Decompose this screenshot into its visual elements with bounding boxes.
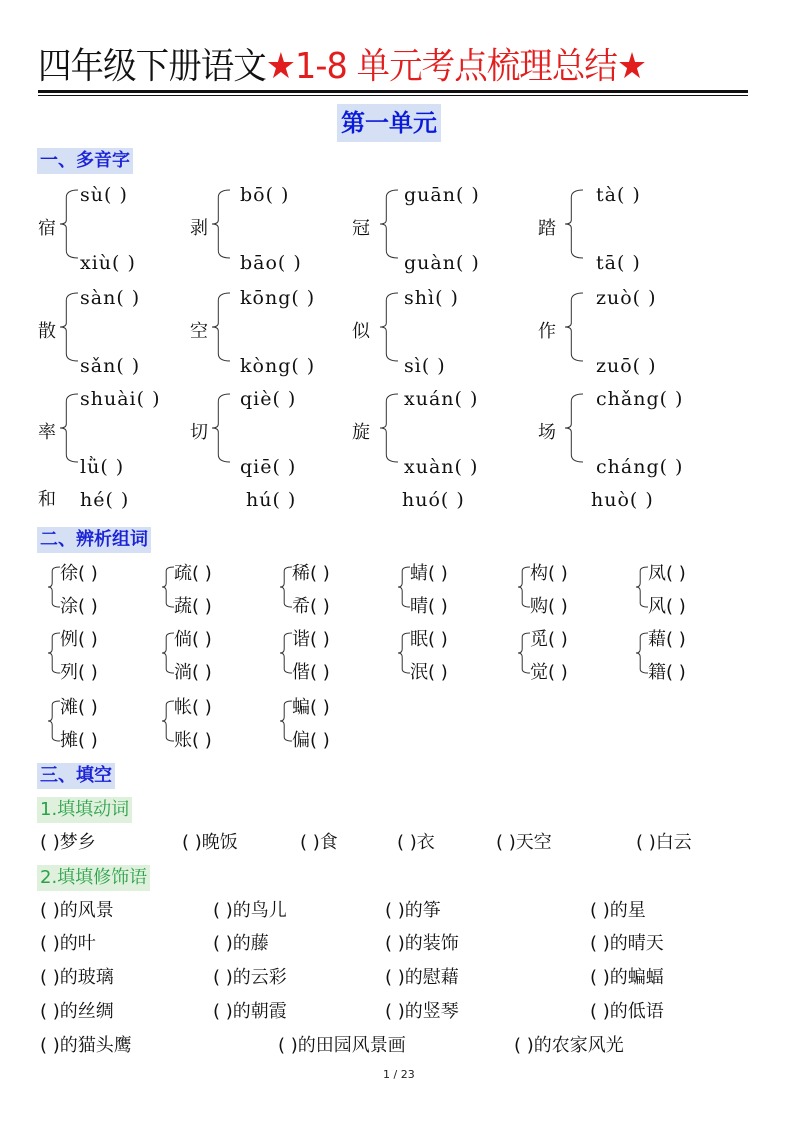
polyphone-char: 和 bbox=[38, 489, 56, 510]
modifier-blank: ( )的低语 bbox=[590, 1001, 664, 1022]
word-pair-blank: 晴( ) bbox=[410, 596, 448, 617]
curly-brace-icon bbox=[162, 632, 174, 674]
word-pair-blank: 蔬( ) bbox=[174, 596, 212, 617]
verb-blank: ( )天空 bbox=[496, 832, 552, 853]
title-grade: 四年级下册语文 bbox=[38, 46, 266, 87]
polyphone-char: 场 bbox=[538, 422, 556, 443]
pinyin-blank: sì( ) bbox=[404, 355, 446, 377]
modifier-blank: ( )的风景 bbox=[40, 900, 114, 921]
pinyin-blank: zuō( ) bbox=[596, 355, 657, 377]
curly-brace-icon bbox=[280, 566, 292, 608]
title-underline-thin bbox=[38, 95, 748, 96]
pinyin-blank: shì( ) bbox=[404, 287, 459, 309]
curly-brace-icon bbox=[565, 189, 583, 259]
word-pair-blank: 疏( ) bbox=[174, 563, 212, 584]
curly-brace-icon bbox=[380, 189, 398, 259]
verb-blank: ( )梦乡 bbox=[40, 832, 96, 853]
modifier-blank: ( )的玻璃 bbox=[40, 967, 114, 988]
subheading-verbs: 1.填填动词 bbox=[37, 797, 132, 823]
curly-brace-icon bbox=[212, 292, 230, 362]
word-pair-blank: 蜻( ) bbox=[410, 563, 448, 584]
modifier-blank: ( )的蝙蝠 bbox=[590, 967, 664, 988]
curly-brace-icon bbox=[280, 632, 292, 674]
pinyin-blank: hú( ) bbox=[246, 489, 297, 511]
pinyin-blank: shuài( ) bbox=[80, 388, 161, 410]
word-pair-blank: 藉( ) bbox=[648, 629, 686, 650]
word-pair-blank: 觅( ) bbox=[530, 629, 568, 650]
pinyin-blank: qiē( ) bbox=[240, 456, 297, 478]
curly-brace-icon bbox=[565, 292, 583, 362]
pinyin-blank: huò( ) bbox=[591, 489, 654, 511]
title-summary: ★1-8 单元考点梳理总结★ bbox=[265, 46, 647, 87]
polyphone-char: 宿 bbox=[38, 218, 56, 239]
curly-brace-icon bbox=[636, 566, 648, 608]
pinyin-blank: guān( ) bbox=[404, 184, 480, 206]
modifier-blank: ( )的猫头鹰 bbox=[40, 1035, 132, 1056]
polyphone-char: 旋 bbox=[352, 422, 370, 443]
pinyin-blank: zuò( ) bbox=[596, 287, 657, 309]
pinyin-blank: chǎng( ) bbox=[596, 388, 684, 410]
document-title bbox=[38, 46, 646, 88]
pinyin-blank: tā( ) bbox=[596, 252, 641, 274]
pinyin-blank: bō( ) bbox=[240, 184, 290, 206]
word-pair-blank: 帐( ) bbox=[174, 697, 212, 718]
modifier-blank: ( )的筝 bbox=[385, 900, 441, 921]
polyphone-char: 冠 bbox=[352, 218, 370, 239]
unit-title: 第一单元 bbox=[337, 104, 441, 142]
modifier-blank: ( )的竖琴 bbox=[385, 1001, 459, 1022]
word-pair-blank: 滩( ) bbox=[60, 697, 98, 718]
pinyin-blank: kōng( ) bbox=[240, 287, 316, 309]
word-pair-blank: 购( ) bbox=[530, 596, 568, 617]
word-pair-blank: 籍( ) bbox=[648, 662, 686, 683]
word-pair-blank: 眠( ) bbox=[410, 629, 448, 650]
word-pair-blank: 例( ) bbox=[60, 629, 98, 650]
pinyin-blank: guàn( ) bbox=[404, 252, 480, 274]
polyphone-char: 踏 bbox=[538, 218, 556, 239]
modifier-blank: ( )的农家风光 bbox=[514, 1035, 624, 1056]
curly-brace-icon bbox=[565, 393, 583, 463]
word-pair-blank: 偏( ) bbox=[292, 730, 330, 751]
polyphone-char: 散 bbox=[38, 321, 56, 342]
word-pair-blank: 希( ) bbox=[292, 596, 330, 617]
subheading-modifiers: 2.填填修饰语 bbox=[37, 865, 150, 891]
pinyin-blank: xuán( ) bbox=[404, 388, 479, 410]
pinyin-blank: cháng( ) bbox=[596, 456, 684, 478]
pinyin-blank: xiù( ) bbox=[80, 252, 136, 274]
word-pair-blank: 倘( ) bbox=[174, 629, 212, 650]
title-underline-thick bbox=[38, 90, 748, 93]
curly-brace-icon bbox=[48, 700, 60, 742]
modifier-blank: ( )的慰藉 bbox=[385, 967, 459, 988]
pinyin-blank: sàn( ) bbox=[80, 287, 141, 309]
verb-blank: ( )晚饭 bbox=[182, 832, 238, 853]
pinyin-blank: qiè( ) bbox=[240, 388, 297, 410]
word-pair-blank: 蝙( ) bbox=[292, 697, 330, 718]
polyphone-char: 剥 bbox=[190, 218, 208, 239]
word-pair-blank: 凤( ) bbox=[648, 563, 686, 584]
polyphone-char: 似 bbox=[352, 321, 370, 342]
curly-brace-icon bbox=[280, 700, 292, 742]
word-pair-blank: 摊( ) bbox=[60, 730, 98, 751]
polyphone-char: 率 bbox=[38, 422, 56, 443]
pinyin-blank: lǜ( ) bbox=[80, 456, 125, 478]
word-pair-blank: 偕( ) bbox=[292, 662, 330, 683]
curly-brace-icon bbox=[212, 393, 230, 463]
pinyin-blank: xuàn( ) bbox=[404, 456, 479, 478]
curly-brace-icon bbox=[162, 700, 174, 742]
modifier-blank: ( )的藤 bbox=[213, 933, 269, 954]
pinyin-blank: tà( ) bbox=[596, 184, 641, 206]
polyphone-char: 空 bbox=[190, 321, 208, 342]
modifier-blank: ( )的叶 bbox=[40, 933, 96, 954]
page-number: 1 / 23 bbox=[383, 1068, 415, 1081]
verb-blank: ( )白云 bbox=[636, 832, 692, 853]
curly-brace-icon bbox=[48, 566, 60, 608]
modifier-blank: ( )的鸟儿 bbox=[213, 900, 287, 921]
curly-brace-icon bbox=[380, 393, 398, 463]
curly-brace-icon bbox=[398, 632, 410, 674]
curly-brace-icon bbox=[60, 189, 78, 259]
pinyin-blank: sǎn( ) bbox=[80, 355, 141, 377]
word-pair-blank: 泯( ) bbox=[410, 662, 448, 683]
curly-brace-icon bbox=[162, 566, 174, 608]
section-heading-fill-blanks: 三、填空 bbox=[37, 763, 115, 789]
pinyin-blank: bāo( ) bbox=[240, 252, 302, 274]
pinyin-blank: hé( ) bbox=[80, 489, 130, 511]
modifier-blank: ( )的装饰 bbox=[385, 933, 459, 954]
modifier-blank: ( )的朝霞 bbox=[213, 1001, 287, 1022]
word-pair-blank: 稀( ) bbox=[292, 563, 330, 584]
word-pair-blank: 构( ) bbox=[530, 563, 568, 584]
curly-brace-icon bbox=[380, 292, 398, 362]
pinyin-blank: huó( ) bbox=[402, 489, 465, 511]
curly-brace-icon bbox=[518, 566, 530, 608]
section-heading-word-discrimination: 二、辨析组词 bbox=[37, 527, 151, 553]
word-pair-blank: 谐( ) bbox=[292, 629, 330, 650]
word-pair-blank: 徐( ) bbox=[60, 563, 98, 584]
verb-blank: ( )衣 bbox=[397, 832, 435, 853]
modifier-blank: ( )的丝绸 bbox=[40, 1001, 114, 1022]
curly-brace-icon bbox=[212, 189, 230, 259]
curly-brace-icon bbox=[60, 393, 78, 463]
word-pair-blank: 涂( ) bbox=[60, 596, 98, 617]
pinyin-blank: kòng( ) bbox=[240, 355, 316, 377]
word-pair-blank: 觉( ) bbox=[530, 662, 568, 683]
polyphone-char: 切 bbox=[190, 422, 208, 443]
modifier-blank: ( )的星 bbox=[590, 900, 646, 921]
curly-brace-icon bbox=[48, 632, 60, 674]
curly-brace-icon bbox=[636, 632, 648, 674]
word-pair-blank: 风( ) bbox=[648, 596, 686, 617]
modifier-blank: ( )的田园风景画 bbox=[278, 1035, 406, 1056]
word-pair-blank: 列( ) bbox=[60, 662, 98, 683]
polyphone-char: 作 bbox=[538, 321, 556, 342]
modifier-blank: ( )的晴天 bbox=[590, 933, 664, 954]
section-heading-polyphones: 一、多音字 bbox=[37, 148, 133, 174]
curly-brace-icon bbox=[398, 566, 410, 608]
curly-brace-icon bbox=[518, 632, 530, 674]
word-pair-blank: 账( ) bbox=[174, 730, 212, 751]
pinyin-blank: sù( ) bbox=[80, 184, 128, 206]
verb-blank: ( )食 bbox=[300, 832, 338, 853]
curly-brace-icon bbox=[60, 292, 78, 362]
modifier-blank: ( )的云彩 bbox=[213, 967, 287, 988]
word-pair-blank: 淌( ) bbox=[174, 662, 212, 683]
